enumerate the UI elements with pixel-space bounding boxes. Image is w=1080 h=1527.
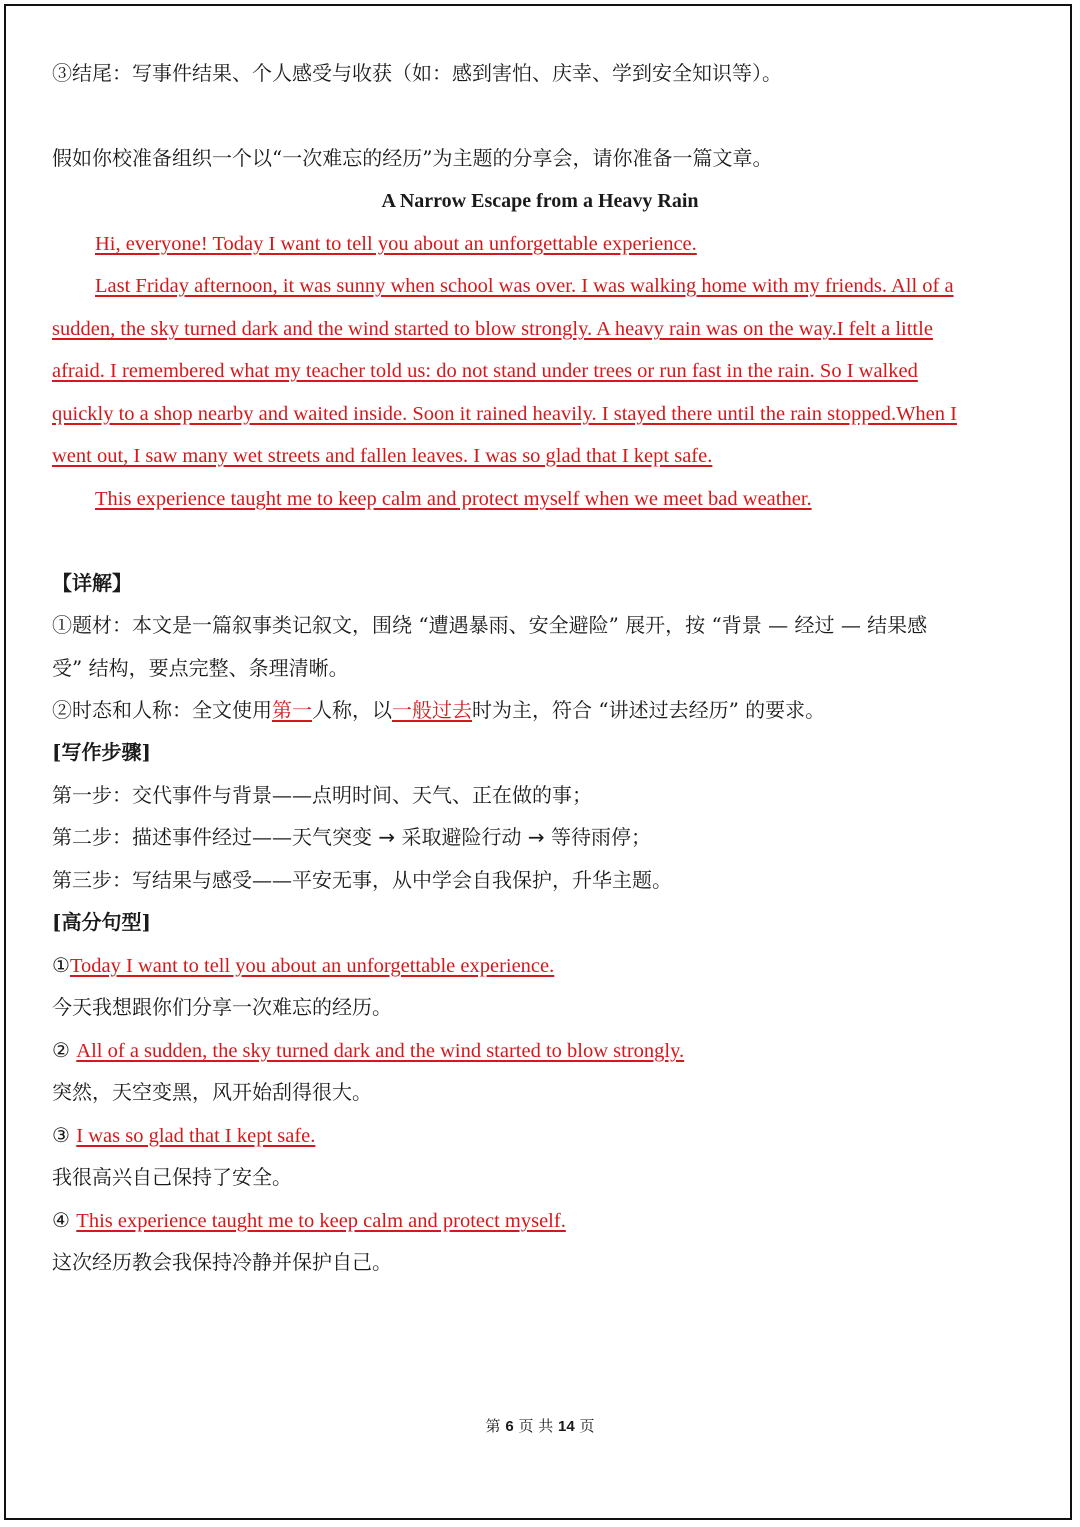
analysis-item-2-pre: ②时态和人称：全文使用 — [52, 698, 272, 722]
analysis-item-1-line-1: ①题材：本文是一篇叙事类记叙文，围绕 “遭遇暴雨、安全避险” 展开，按 “背景 — 经过 — 结果感 — [52, 613, 928, 637]
sentence-3-zh: 我很高兴自己保持了安全。 — [52, 1165, 292, 1189]
sentence-2-text: All of a sudden, the sky turned dark and the wind started to blow strongly. — [76, 1040, 685, 1062]
sentence-1-en — [52, 950, 554, 981]
step-2-part-c: 等待雨停； — [550, 825, 651, 849]
page-footer — [0, 1414, 1080, 1439]
sentence-3-text: I was so glad that I kept safe. — [76, 1125, 316, 1147]
sentence-3-en — [52, 1120, 315, 1151]
analysis-item-1-line-2: 受” 结构，要点完整、条理清晰。 — [52, 656, 349, 680]
sentence-4-number: ④ — [52, 1208, 70, 1232]
essay-paragraph-3: This experience taught me to keep calm and protect myself when we meet bad weather. — [95, 488, 812, 510]
essay-paragraph-2-line-1: Last Friday afternoon, it was sunny when school was over. I was walking home with my friends. All of a — [95, 275, 954, 297]
footer-pre: 第 — [485, 1417, 501, 1435]
intro-line: ③结尾：写事件结果、个人感受与收获（如：感到害怕、庆幸、学到安全知识等）。 — [52, 61, 782, 85]
analysis-item-2 — [52, 695, 825, 725]
person-answer: 第一 — [272, 698, 312, 722]
steps-heading: [写作步骤] — [52, 740, 151, 764]
sentence-2-number: ② — [52, 1038, 70, 1062]
step-2-part-a: 第二步：描述事件经过——天气突变 — [52, 825, 372, 849]
step-2-part-b: 采取避险行动 — [401, 825, 522, 849]
sentence-1-zh: 今天我想跟你们分享一次难忘的经历。 — [52, 995, 392, 1019]
analysis-item-2-post: 时为主，符合 “讲述过去经历” 的要求。 — [472, 698, 826, 722]
footer-post: 页 — [579, 1417, 595, 1435]
sentence-4-zh: 这次经历教会我保持冷静并保护自己。 — [52, 1250, 392, 1274]
footer-mid: 页 共 — [518, 1417, 554, 1435]
total-pages-number: 14 — [558, 1418, 575, 1435]
sentence-3-number: ③ — [52, 1123, 70, 1147]
analysis-item-2-mid: 人称，以 — [312, 698, 392, 722]
essay-paragraph-2-line-2: sudden, the sky turned dark and the wind started to blow strongly. A heavy rain was on the way.I felt a little — [52, 318, 933, 340]
sentence-2-zh: 突然，天空变黑，风开始刮得很大。 — [52, 1080, 372, 1104]
essay-paragraph-2-line-5: went out, I saw many wet streets and fallen leaves. I was so glad that I kept safe. — [52, 445, 713, 467]
essay-title: A Narrow Escape from a Heavy Rain — [381, 190, 699, 212]
sentence-4-en — [52, 1205, 566, 1236]
sentence-1-text: Today I want to tell you about an unforgettable experience. — [69, 955, 555, 977]
step-1: 第一步：交代事件与背景——点明时间、天气、正在做的事； — [52, 783, 592, 807]
current-page-number: 6 — [505, 1418, 514, 1435]
step-2 — [52, 822, 651, 852]
sentences-heading: [高分句型] — [52, 910, 151, 934]
writing-prompt: 假如你校准备组织一个以“一次难忘的经历”为主题的分享会，请你准备一篇文章。 — [52, 146, 773, 170]
analysis-heading: 【详解】 — [52, 571, 132, 595]
step-3: 第三步：写结果与感受——平安无事，从中学会自我保护，升华主题。 — [52, 868, 672, 892]
sentence-4-text: This experience taught me to keep calm and protect myself. — [76, 1210, 566, 1232]
sentence-2-en — [52, 1035, 684, 1066]
essay-paragraph-2-line-4: quickly to a shop nearby and waited inside. Soon it rained heavily. I stayed there until the rain stopped.When I — [52, 403, 957, 425]
sentence-1-number: ① — [52, 953, 70, 977]
essay-paragraph-1: Hi, everyone! Today I want to tell you about an unforgettable experience. — [95, 233, 697, 255]
right-arrow-icon: → — [527, 825, 545, 849]
essay-paragraph-2-line-3: afraid. I remembered what my teacher told us: do not stand under trees or run fast in the rain. So I walked — [52, 360, 918, 382]
right-arrow-icon: → — [378, 825, 396, 849]
tense-answer: 一般过去 — [392, 698, 472, 722]
